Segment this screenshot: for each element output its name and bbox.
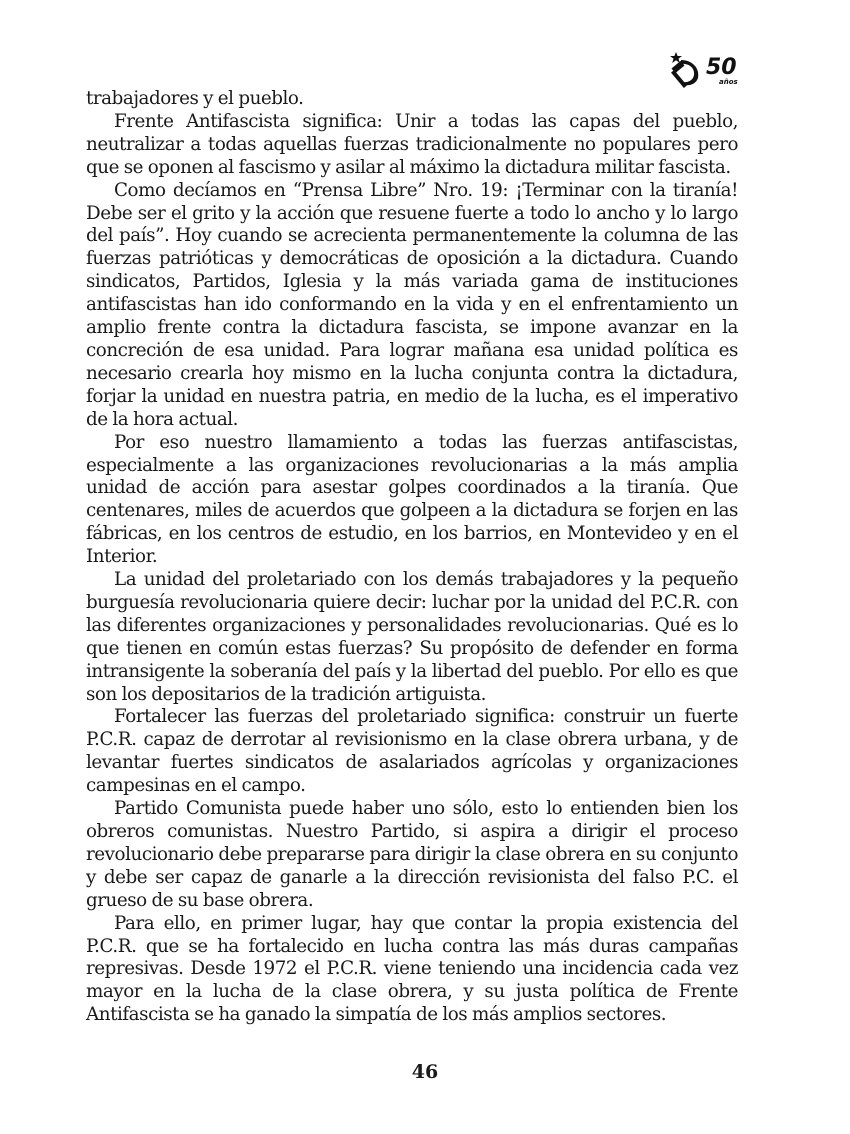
- hammer-sickle-star-icon: [668, 50, 742, 90]
- paragraph-fortalecer: Fortalecer las fuerzas del proletariado significa: construir un fuerte P.C.R. capaz de derrotar al revisionismo en la clase obrera urbana, y de levantar fuertes sindicatos de asalariados agrícolas y organizaciones campesinas en el campo.: [86, 706, 738, 797]
- anniversary-logo: [668, 50, 742, 90]
- paragraph-unidad-proletariado: La unidad del proletariado con los demás trabajadores y la pequeño burguesía revolucionaria quiere decir: luchar por la unidad del P.C.R. con las diferentes organizaciones y personalidades revolucionarias. Qué es lo que tienen en común estas fuerzas? Su propósito de defender en forma intransigente la soberanía del país y la libertad del pueblo. Por ello es que son los depositarios de la tradición artiguista.: [86, 569, 738, 705]
- paragraph-partido-comunista: Partido Comunista puede haber uno sólo, esto lo entienden bien los obreros comunistas. Nuestro Partido, si aspira a dirigir el proceso revolucionario debe prepararse para dirigir la clase obrera en su conjunto y debe ser capaz de ganarle a la dirección revisionista del falso P.C. el grueso de su base obrera.: [86, 798, 738, 911]
- page-number: 46: [411, 1061, 439, 1083]
- logo-number: 50: [706, 55, 737, 80]
- hammer-handle-icon: [671, 70, 687, 88]
- paragraph-continuation: trabajadores y el pueblo.: [86, 88, 304, 109]
- paragraph-prensa-libre: Como decíamos en “Prensa Libre” Nro. 19: ¡Terminar con la tiranía! Debe ser el grito y la acción que resuene fuerte a todo lo ancho y lo largo del país”. Hoy cuando se acrecienta permanentemente la columna de las fuerzas patrióticas y democráticas de oposición a la dictadura. Cuando sindicatos, Partidos, Iglesia y la más variada gama de instituciones antifascistas han ido conformando en la vida y en el enfrentamiento un amplio frente contra la dictadura fascista, se impone avanzar en la concreción de esa unidad. Para lograr mañana esa unidad política es necesario crearla hoy mismo en la lucha conjunta contra la dictadura, forjar la unidad en nuestra patria, en medio de la lucha, es el imperativo de la hora actual.: [86, 179, 738, 430]
- paragraph-para-ello: Para ello, en primer lugar, hay que contar la propia existencia del P.C.R. que se ha fortalecido en lucha contra las más duras campañas represivas. Desde 1972 el P.C.R. viene teniendo una incidencia cada vez mayor en la lucha de la clase obrera, y su justa política de Frente Antifascista se ha ganado la simpatía de los más amplios sectores.: [86, 912, 738, 1026]
- body-text: [86, 88, 738, 1027]
- logo-caption: años: [719, 78, 738, 86]
- paragraph-frente-antifascista: Frente Antifascista significa: Unir a todas las capas del pueblo, neutralizar a todas aquellas fuerzas tradicionalmente no populares pero que se oponen al fascismo y asilar al máximo la dictadura militar fascista.: [86, 110, 738, 178]
- paragraph-llamamiento: Por eso nuestro llamamiento a todas las fuerzas antifascistas, especialmente a las organizaciones revolucionarias a la más amplia unidad de acción para asestar golpes coordinados a la tiranía. Que centenares, miles de acuerdos que golpeen a la dictadura se forjen en las fábricas, en los centros de estudio, en los barrios, en Montevideo y en el Interior.: [86, 431, 738, 568]
